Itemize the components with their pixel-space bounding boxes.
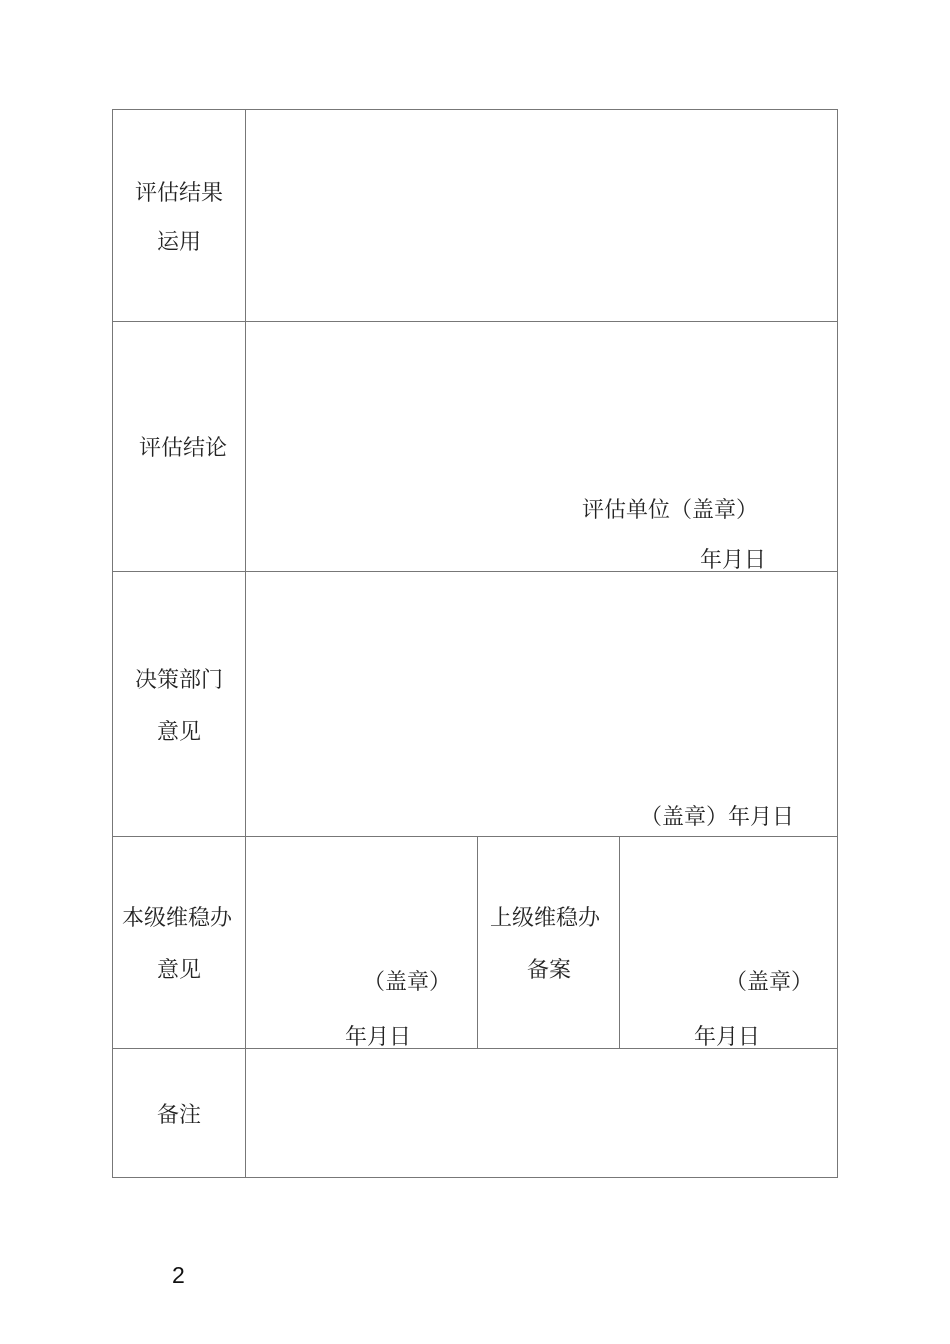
table-border-top [112,109,838,110]
label-column-divider [245,109,246,1178]
row2-content-cell[interactable] [247,323,836,493]
row4-divider-a [477,836,478,1049]
row4-upper-stamp: （盖章） [725,970,814,995]
row-divider-3 [112,836,838,837]
row1-content-cell[interactable] [247,111,836,320]
row4-upper-date: 年月日 [694,1025,761,1050]
row2-label: 评估结论 [139,436,228,461]
row4-upper-content-cell[interactable] [621,838,836,958]
row1-label-line1: 评估结果 [135,181,224,206]
row5-content-cell[interactable] [247,1050,836,1176]
row2-date: 年月日 [700,548,767,573]
row3-label-line2: 意见 [157,720,202,745]
row3-content-cell[interactable] [247,573,836,793]
row3-stamp-date: （盖章）年月日 [640,805,795,830]
row4-upper-label-line2: 备案 [527,958,572,983]
row2-unit-stamp: 评估单位（盖章） [582,498,759,523]
row4-upper-label-line1: 上级维稳办 [490,906,601,931]
page-number: 2 [172,1262,185,1288]
table-border-right [837,109,838,1178]
table-border-left [112,109,113,1178]
row4-local-stamp: （盖章） [363,970,452,995]
row5-label: 备注 [157,1103,202,1128]
row4-divider-b [619,836,620,1049]
row4-local-label-line1: 本级维稳办 [122,906,233,931]
row-divider-1 [112,321,838,322]
row3-label-line1: 决策部门 [135,668,224,693]
row4-local-content-cell[interactable] [247,838,476,958]
table-border-bottom [112,1177,838,1178]
row4-local-date: 年月日 [345,1025,412,1050]
row4-local-label-line2: 意见 [157,958,202,983]
row1-label-line2: 运用 [157,230,202,255]
